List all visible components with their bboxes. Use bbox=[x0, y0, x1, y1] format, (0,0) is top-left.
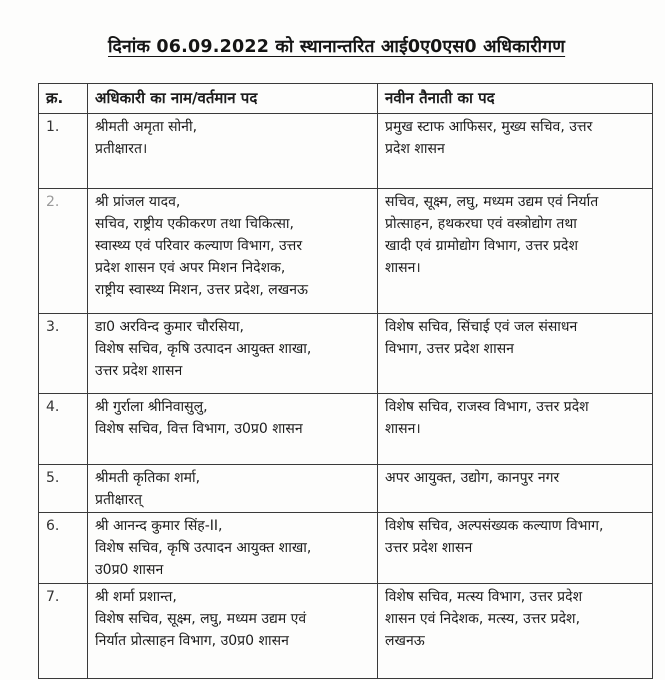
document-title: दिनांक 06.09.2022 को स्थानान्तरित आई0ए0एस0 अधिकारीगण bbox=[108, 37, 566, 57]
new-post-line: विभाग, उत्तर प्रदेश शासन bbox=[385, 341, 514, 357]
current-post-cell bbox=[88, 465, 378, 513]
current-post-line: विशेष सचिव, कृषि उत्पादन आयुक्त शाखा, bbox=[95, 540, 312, 556]
table-row bbox=[39, 584, 653, 679]
officer-name: श्रीमती अमृता सोनी, bbox=[95, 119, 198, 135]
current-post-cell bbox=[88, 314, 378, 394]
serial-number: 5. bbox=[39, 465, 88, 513]
serial-number: 3. bbox=[39, 314, 88, 394]
officer-name: श्री प्रांजल यादव, bbox=[95, 194, 181, 210]
current-post-line: सचिव, राष्ट्रीय एकीकरण तथा चिकित्सा, bbox=[95, 216, 294, 232]
new-post-line: विशेष सचिव, राजस्व विभाग, उत्तर प्रदेश bbox=[385, 399, 589, 415]
new-post-line: विशेष सचिव, मत्स्य विभाग, उत्तर प्रदेश bbox=[385, 589, 583, 605]
current-post-line: प्रदेश शासन एवं अपर मिशन निदेशक, bbox=[95, 260, 286, 276]
current-post-cell bbox=[88, 114, 378, 189]
current-post-line: निर्यात प्रोत्साहन विभाग, उ0प्र0 शासन bbox=[95, 633, 289, 649]
current-post-line: प्रतीक्षारत। bbox=[95, 141, 148, 157]
header-current-post: अधिकारी का नाम/वर्तमान पद bbox=[88, 84, 378, 114]
current-post-line: राष्ट्रीय स्वास्थ्य मिशन, उत्तर प्रदेश, लखनऊ bbox=[95, 282, 308, 298]
table-row bbox=[39, 394, 653, 465]
officer-name: श्री गुर्राला श्रीनिवासुलु, bbox=[95, 399, 208, 415]
current-post-line: विशेष सचिव, सूक्ष्म, लघु, मध्यम उद्यम एवं bbox=[95, 611, 307, 627]
transfer-table bbox=[38, 83, 653, 679]
new-post-line: अपर आयुक्त, उद्योग, कानपुर नगर bbox=[385, 470, 560, 486]
current-post-cell bbox=[88, 394, 378, 465]
officer-name: डा0 अरविन्द कुमार चौरसिया, bbox=[95, 319, 244, 335]
table-header-row bbox=[39, 84, 653, 114]
new-post-line: प्रदेश शासन bbox=[385, 141, 445, 157]
current-post-line: विशेष सचिव, कृषि उत्पादन आयुक्त शाखा, bbox=[95, 341, 312, 357]
table-row bbox=[39, 189, 653, 314]
serial-number: 1. bbox=[39, 114, 88, 189]
new-post-line: शासन एवं निदेशक, मत्स्य, उत्तर प्रदेश, bbox=[385, 611, 581, 627]
current-post-line: विशेष सचिव, वित्त विभाग, उ0प्र0 शासन bbox=[95, 421, 303, 437]
new-post-line: शासन। bbox=[385, 260, 421, 276]
current-post-line: उ0प्र0 शासन bbox=[95, 562, 164, 578]
officer-name: श्री शर्मा प्रशान्त, bbox=[95, 589, 177, 605]
new-post-line: उत्तर प्रदेश शासन bbox=[385, 540, 473, 556]
serial-number: 2. bbox=[39, 189, 88, 314]
current-post-cell bbox=[88, 513, 378, 584]
new-post-line: प्रोत्साहन, हथकरघा एवं वस्त्रोद्योग तथा bbox=[385, 216, 577, 232]
table-row bbox=[39, 465, 653, 513]
new-post-line: सचिव, सूक्ष्म, लघु, मध्यम उद्यम एवं निर्यात bbox=[385, 194, 599, 210]
current-post-line: प्रतीक्षारत् bbox=[95, 492, 142, 508]
new-post-cell bbox=[378, 394, 653, 465]
new-post-line: शासन। bbox=[385, 421, 421, 437]
new-post-line: विशेष सचिव, सिंचाई एवं जल संसाधन bbox=[385, 319, 578, 335]
new-post-cell bbox=[378, 465, 653, 513]
new-post-cell bbox=[378, 114, 653, 189]
table-row bbox=[39, 114, 653, 189]
new-post-cell bbox=[378, 189, 653, 314]
officer-name: श्री आनन्द कुमार सिंह-II, bbox=[95, 518, 223, 534]
serial-number: 6. bbox=[39, 513, 88, 584]
new-post-cell bbox=[378, 584, 653, 679]
new-post-cell bbox=[378, 513, 653, 584]
officer-name: श्रीमती कृतिका शर्मा, bbox=[95, 470, 201, 486]
new-post-line: खादी एवं ग्रामोद्योग विभाग, उत्तर प्रदेश bbox=[385, 238, 578, 254]
table-row bbox=[39, 513, 653, 584]
serial-number: 7. bbox=[39, 584, 88, 679]
header-serial: क्र. bbox=[39, 84, 88, 114]
new-post-cell bbox=[378, 314, 653, 394]
current-post-line: स्वास्थ्य एवं परिवार कल्याण विभाग, उत्तर bbox=[95, 238, 303, 254]
new-post-line: प्रमुख स्टाफ आफिसर, मुख्य सचिव, उत्तर bbox=[385, 119, 593, 135]
new-post-line: लखनऊ bbox=[385, 633, 425, 649]
current-post-cell bbox=[88, 584, 378, 679]
current-post-line: उत्तर प्रदेश शासन bbox=[95, 363, 183, 379]
table-row bbox=[39, 314, 653, 394]
new-post-line: विशेष सचिव, अल्पसंख्यक कल्याण विभाग, bbox=[385, 518, 604, 534]
header-new-post: नवीन तैनाती का पद bbox=[378, 84, 653, 114]
current-post-cell bbox=[88, 189, 378, 314]
serial-number: 4. bbox=[39, 394, 88, 465]
